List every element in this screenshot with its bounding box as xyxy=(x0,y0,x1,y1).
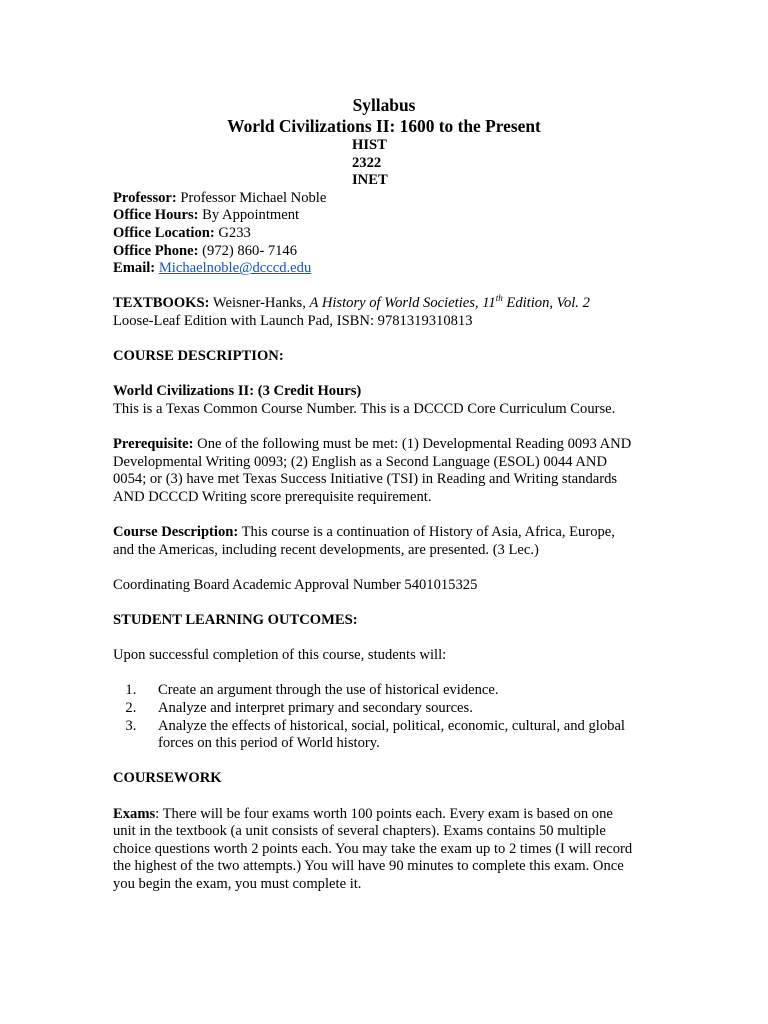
spacer xyxy=(113,559,768,577)
list-item: 2. Analyze and interpret primary and secondary sources. xyxy=(140,700,660,718)
outcomes-heading-text: STUDENT LEARNING OUTCOMES: xyxy=(113,612,358,629)
approval-number: Coordinating Board Academic Approval Number 5401015325 xyxy=(113,576,478,593)
spacer xyxy=(113,278,768,296)
spacer xyxy=(113,788,768,806)
list-item: 3. Analyze the effects of historical, social, political, economic, cultural, and global forces on this period of World history. xyxy=(140,718,660,753)
document-title: Syllabus xyxy=(352,95,416,115)
prerequisite-line-3: 0054; or (3) have met Texas Success Initiative (TSI) in Reading and Writing standards xyxy=(113,471,618,488)
exams-text-1: : There will be four exams worth 100 points each. Every exam is based on one xyxy=(155,805,613,822)
course-title: World Civilizations II: 1600 to the Present xyxy=(227,116,541,136)
prerequisite-text-1: One of the following must be met: (1) Developmental Reading 0093 AND xyxy=(193,436,632,453)
course-codes xyxy=(113,137,655,172)
spacer xyxy=(113,366,768,384)
professor-line xyxy=(113,190,768,208)
course-description-heading-text: COURSE DESCRIPTION: xyxy=(113,348,284,365)
outcomes-list xyxy=(113,682,660,752)
spacer xyxy=(113,665,768,683)
textbook-edition-sup: th xyxy=(495,293,503,304)
exams-line-5: you begin the exam, you must complete it. xyxy=(113,875,362,892)
spacer xyxy=(113,630,768,648)
course-code: HIST 2322 xyxy=(352,137,387,171)
spacer xyxy=(113,331,768,349)
email-link[interactable]: Michaelnoble@dcccd.edu xyxy=(158,260,312,277)
spacer xyxy=(113,594,768,612)
spacer xyxy=(113,506,768,524)
office-hours-label: Office Hours: xyxy=(113,207,199,224)
course-name-heading xyxy=(113,383,768,401)
exams-line-2: unit in the textbook (a unit consists of several chapters). Exams contains 50 multiple xyxy=(113,823,606,840)
list-item: 1. Create an argument through the use of historical evidence. xyxy=(140,682,660,700)
coursework-heading xyxy=(113,770,768,788)
textbooks-label: TEXTBOOKS: xyxy=(113,295,210,312)
textbook-title: A History of World Societies, 11 xyxy=(309,295,496,312)
professor-label: Professor: xyxy=(113,189,177,206)
textbook-isbn-line: Loose-Leaf Edition with Launch Pad, ISBN: 9781319310813 xyxy=(113,312,473,329)
spacer xyxy=(113,753,768,771)
email-label: Email: xyxy=(113,260,156,277)
course-name-text: This is a Texas Common Course Number. This is a DCCCD Core Curriculum Course. xyxy=(113,400,616,417)
course-section: INET xyxy=(352,172,388,189)
course-desc-label: Course Description: xyxy=(113,524,239,541)
office-phone-label: Office Phone: xyxy=(113,242,199,259)
exams-line-1 xyxy=(113,806,768,824)
prerequisite-line-4: AND DCCCD Writing score prerequisite requirement. xyxy=(113,488,432,505)
textbook-author: Weisner-Hanks, xyxy=(212,295,306,312)
office-location-line xyxy=(113,225,768,243)
spacer xyxy=(113,419,768,437)
office-hours-value: By Appointment xyxy=(202,207,300,224)
professor-value: Professor Michael Noble xyxy=(180,189,327,206)
course-desc-text-1: This course is a continuation of History of Asia, Africa, Europe, xyxy=(238,524,615,541)
course-name-heading-text: World Civilizations II: (3 Credit Hours) xyxy=(113,383,362,400)
office-location-value: G233 xyxy=(218,224,251,241)
outcomes-heading xyxy=(113,612,768,630)
textbooks-line xyxy=(113,295,768,313)
email-line xyxy=(113,260,768,278)
office-hours-line xyxy=(113,207,768,225)
prerequisite-line-2: Developmental Writing 0093; (2) English as a Second Language (ESOL) 0044 AND xyxy=(113,453,608,470)
prerequisite-line-1 xyxy=(113,436,768,454)
office-phone-line xyxy=(113,243,768,261)
course-description-heading xyxy=(113,348,768,366)
exams-label: Exams xyxy=(113,805,156,822)
course-desc-line-1 xyxy=(113,524,768,542)
office-phone-value: (972) 860- 7146 xyxy=(202,242,298,259)
course-desc-line-2: and the Americas, including recent developments, are presented. (3 Lec.) xyxy=(113,541,539,558)
office-location-label: Office Location: xyxy=(113,224,215,241)
coursework-heading-text: COURSEWORK xyxy=(113,770,222,787)
prerequisite-label: Prerequisite: xyxy=(113,436,194,453)
outcomes-intro: Upon successful completion of this course, students will: xyxy=(113,647,447,664)
exams-line-4: the highest of the two attempts.) You will have 90 minutes to complete this exam. Once xyxy=(113,858,624,875)
exams-line-3: choice questions worth 2 points each. You may take the exam up to 2 times (I will record xyxy=(113,840,633,857)
textbook-title-rest: Edition, Vol. 2 xyxy=(502,295,590,312)
course-section-row xyxy=(113,172,655,190)
